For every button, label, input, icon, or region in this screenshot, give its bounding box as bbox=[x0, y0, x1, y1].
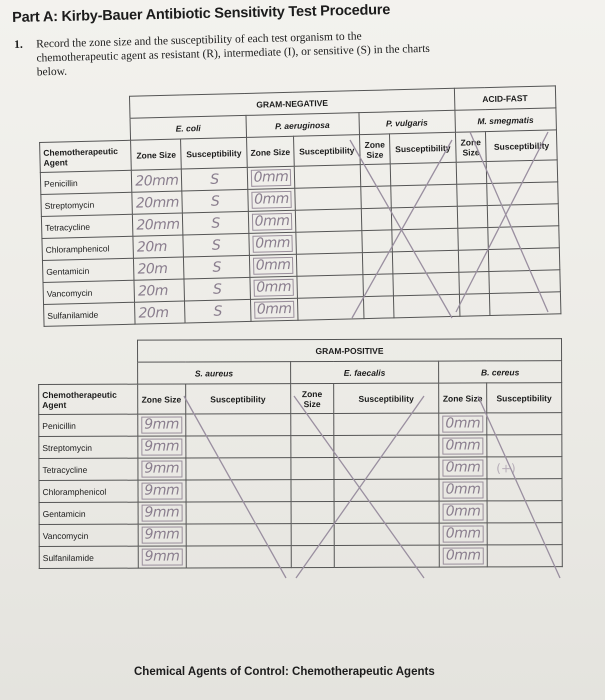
msmeg-zone-cell bbox=[457, 206, 488, 229]
msmeg-zone-cell bbox=[459, 272, 490, 295]
col-zone-header: Zone Size bbox=[359, 134, 391, 165]
bcer-susceptibility-cell bbox=[487, 413, 562, 435]
col-zone-header: Zone Size bbox=[290, 383, 333, 413]
bcer-susceptibility-cell bbox=[487, 457, 562, 479]
gram-positive-table bbox=[38, 338, 563, 569]
ecoli-zone-value: 20mm bbox=[133, 213, 184, 236]
agent-name: Vancomycin bbox=[43, 280, 135, 304]
agent-name: Gentamicin bbox=[42, 258, 134, 282]
col-susc-header: Susceptibility bbox=[486, 130, 557, 162]
pvul-zone-cell bbox=[362, 252, 393, 275]
instruction-text: Record the zone size and the susceptibility of each test organism to the chemotherapeutic agent as resistant (R), intermediate (I), or sensitive (S) in the charts below. bbox=[36, 30, 430, 79]
msmeg-susceptibility-cell bbox=[487, 182, 558, 206]
msmeg-susceptibility-cell bbox=[488, 226, 559, 250]
instruction bbox=[14, 28, 435, 80]
msmeg-zone-cell bbox=[456, 184, 487, 207]
efae-susceptibility-cell bbox=[334, 413, 439, 435]
agent-name: Tetracycline bbox=[41, 214, 133, 238]
agent-name: Tetracycline bbox=[39, 458, 138, 480]
paer-susceptibility-cell bbox=[297, 253, 363, 277]
organism-e-faecalis: E. faecalis bbox=[290, 361, 438, 384]
paer-susceptibility-cell bbox=[295, 187, 361, 211]
organism-e-coli: E. coli bbox=[130, 115, 246, 140]
ecoli-zone-value: 20m bbox=[134, 257, 185, 280]
efae-susceptibility-cell bbox=[334, 523, 439, 545]
saur-susceptibility-cell bbox=[186, 524, 291, 546]
saur-zone-value: 9mm bbox=[138, 480, 186, 502]
paer-susceptibility-cell bbox=[295, 165, 361, 189]
pvul-susceptibility-cell bbox=[391, 162, 457, 186]
ecoli-susceptibility-value: S bbox=[184, 255, 250, 279]
gram-negative-table bbox=[38, 85, 561, 327]
agent-name: Chloramphenicol bbox=[42, 236, 134, 260]
ecoli-susceptibility-value: S bbox=[183, 211, 249, 235]
ecoli-susceptibility-value: S bbox=[185, 299, 251, 323]
efae-zone-cell bbox=[291, 457, 334, 479]
agent-name: Gentamicin bbox=[39, 502, 138, 524]
pvul-zone-cell bbox=[363, 296, 394, 319]
col-zone-header: Zone Size bbox=[138, 384, 186, 414]
pvul-susceptibility-cell bbox=[394, 294, 460, 318]
efae-zone-cell bbox=[291, 479, 334, 501]
ecoli-susceptibility-value: S bbox=[184, 277, 250, 301]
efae-susceptibility-cell bbox=[334, 457, 439, 479]
msmeg-susceptibility-cell bbox=[489, 248, 560, 272]
col-susc-header: Susceptibility bbox=[333, 383, 438, 413]
efae-zone-cell bbox=[291, 545, 334, 567]
bcer-zone-value: 0mm bbox=[439, 479, 487, 501]
paer-zone-value: 0mm bbox=[250, 298, 298, 321]
pvul-zone-cell bbox=[360, 186, 391, 209]
table-row bbox=[39, 501, 562, 525]
msmeg-susceptibility-cell bbox=[487, 160, 558, 184]
saur-susceptibility-cell bbox=[185, 414, 290, 436]
organism-m-smegmatis: M. smegmatis bbox=[455, 108, 557, 132]
pvul-susceptibility-cell bbox=[393, 250, 459, 274]
msmeg-susceptibility-cell bbox=[489, 270, 560, 294]
bcer-susceptibility-cell bbox=[487, 545, 562, 567]
bcer-zone-value: 0mm bbox=[439, 523, 487, 545]
paer-zone-value: 0mm bbox=[247, 188, 295, 211]
efae-zone-cell bbox=[291, 501, 334, 523]
paer-susceptibility-cell bbox=[297, 275, 363, 299]
paer-susceptibility-cell bbox=[298, 297, 364, 321]
efae-zone-cell bbox=[291, 413, 334, 435]
ecoli-zone-value: 20mm bbox=[132, 191, 183, 214]
agent-name: Sulfanilamide bbox=[39, 546, 138, 568]
bcer-zone-value: 0mm bbox=[439, 501, 487, 523]
msmeg-susceptibility-cell bbox=[488, 204, 559, 228]
col-susc-header: Susceptibility bbox=[181, 137, 247, 169]
table-row bbox=[39, 413, 562, 437]
msmeg-zone-cell bbox=[458, 250, 489, 273]
agent-name: Penicillin bbox=[40, 170, 132, 194]
paer-zone-value: 0mm bbox=[248, 232, 296, 255]
col-agent-header: Chemotherapeutic Agent bbox=[40, 140, 132, 172]
ecoli-zone-value: 20mm bbox=[132, 169, 183, 192]
table-row bbox=[39, 479, 562, 503]
col-susc-header: Susceptibility bbox=[486, 383, 561, 413]
organism-s-aureus: S. aureus bbox=[137, 362, 290, 385]
paer-zone-value: 0mm bbox=[250, 276, 298, 299]
ecoli-zone-value: 20m bbox=[133, 235, 184, 258]
paer-susceptibility-cell bbox=[296, 231, 362, 255]
agent-name: Streptomycin bbox=[41, 192, 133, 216]
agent-name: Vancomycin bbox=[39, 524, 138, 546]
col-susc-header: Susceptibility bbox=[390, 132, 456, 164]
paer-susceptibility-cell bbox=[296, 209, 362, 233]
efae-susceptibility-cell bbox=[334, 435, 439, 457]
gram-negative-label: GRAM-NEGATIVE bbox=[130, 88, 455, 118]
bcer-susceptibility-cell bbox=[487, 501, 562, 523]
bcer-susceptibility-cell bbox=[487, 523, 562, 545]
col-zone-header: Zone Size bbox=[246, 136, 294, 167]
page-title: Part A: Kirby-Bauer Antibiotic Sensitivity Test Procedure bbox=[12, 2, 391, 26]
bcer-zone-value: 0mm bbox=[439, 545, 487, 567]
pvul-zone-cell bbox=[362, 274, 393, 297]
organism-p-vulgaris: P. vulgaris bbox=[359, 110, 456, 134]
ecoli-susceptibility-value: S bbox=[182, 167, 248, 191]
efae-susceptibility-cell bbox=[334, 545, 439, 567]
pvul-zone-cell bbox=[361, 208, 392, 231]
organism-b-cereus: B. cereus bbox=[439, 361, 562, 383]
bcer-susceptibility-cell bbox=[487, 435, 562, 457]
ecoli-susceptibility-value: S bbox=[183, 233, 249, 257]
msmeg-zone-cell bbox=[459, 294, 490, 317]
ecoli-susceptibility-value: S bbox=[182, 189, 248, 213]
col-zone-header: Zone Size bbox=[439, 383, 487, 413]
pvul-susceptibility-cell bbox=[392, 206, 458, 230]
pvul-susceptibility-cell bbox=[393, 272, 459, 296]
efae-zone-cell bbox=[291, 523, 334, 545]
saur-susceptibility-cell bbox=[186, 502, 291, 524]
saur-susceptibility-cell bbox=[186, 480, 291, 502]
ecoli-zone-value: 20m bbox=[135, 301, 186, 324]
efae-susceptibility-cell bbox=[334, 479, 439, 501]
efae-zone-cell bbox=[291, 435, 334, 457]
bcer-susceptibility-cell bbox=[487, 479, 562, 501]
saur-zone-value: 9mm bbox=[138, 524, 186, 546]
agent-name: Sulfanilamide bbox=[44, 302, 136, 326]
bcer-zone-value: 0mm bbox=[439, 435, 487, 457]
col-susc-header: Susceptibility bbox=[185, 384, 290, 414]
col-zone-header: Zone Size bbox=[131, 139, 182, 170]
saur-zone-value: 9mm bbox=[138, 436, 186, 458]
organism-p-aeruginosa: P. aeruginosa bbox=[246, 113, 359, 138]
col-zone-header: Zone Size bbox=[455, 132, 487, 163]
saur-susceptibility-cell bbox=[186, 546, 291, 568]
pvul-zone-cell bbox=[360, 164, 391, 187]
table-row bbox=[39, 545, 562, 569]
agent-name: Chloramphenicol bbox=[39, 480, 138, 502]
saur-zone-value: 9mm bbox=[138, 414, 186, 436]
saur-susceptibility-cell bbox=[185, 458, 290, 480]
saur-susceptibility-cell bbox=[185, 436, 290, 458]
saur-zone-value: 9mm bbox=[138, 546, 186, 568]
agent-name: Streptomycin bbox=[39, 436, 138, 458]
pvul-zone-cell bbox=[361, 230, 392, 253]
acid-fast-label: ACID-FAST bbox=[454, 86, 556, 110]
col-susc-header: Susceptibility bbox=[294, 135, 360, 167]
msmeg-zone-cell bbox=[456, 162, 487, 185]
efae-susceptibility-cell bbox=[334, 501, 439, 523]
ecoli-zone-value: 20m bbox=[134, 279, 185, 302]
instruction-number: 1. bbox=[14, 38, 23, 51]
agent-name: Penicillin bbox=[39, 414, 138, 436]
col-agent-header: Chemotherapeutic Agent bbox=[39, 384, 138, 414]
msmeg-zone-cell bbox=[457, 228, 488, 251]
bcer-zone-value: 0mm bbox=[439, 457, 487, 479]
gram-positive-label: GRAM-POSITIVE bbox=[137, 339, 561, 362]
paer-zone-value: 0mm bbox=[247, 166, 295, 189]
pvul-susceptibility-cell bbox=[391, 184, 457, 208]
paer-zone-value: 0mm bbox=[248, 210, 296, 233]
pvul-susceptibility-cell bbox=[392, 228, 458, 252]
paer-zone-value: 0mm bbox=[249, 254, 297, 277]
saur-zone-value: 9mm bbox=[138, 458, 186, 480]
bcer-zone-value: 0mm bbox=[439, 413, 487, 435]
msmeg-susceptibility-cell bbox=[490, 292, 561, 316]
table-row bbox=[39, 435, 562, 459]
table-row bbox=[39, 457, 562, 481]
saur-zone-value: 9mm bbox=[138, 502, 186, 524]
table-row bbox=[39, 523, 562, 547]
footer-caption: Chemical Agents of Control: Chemotherapeutic Agents bbox=[134, 666, 435, 678]
margin-note: (+) bbox=[496, 460, 516, 475]
